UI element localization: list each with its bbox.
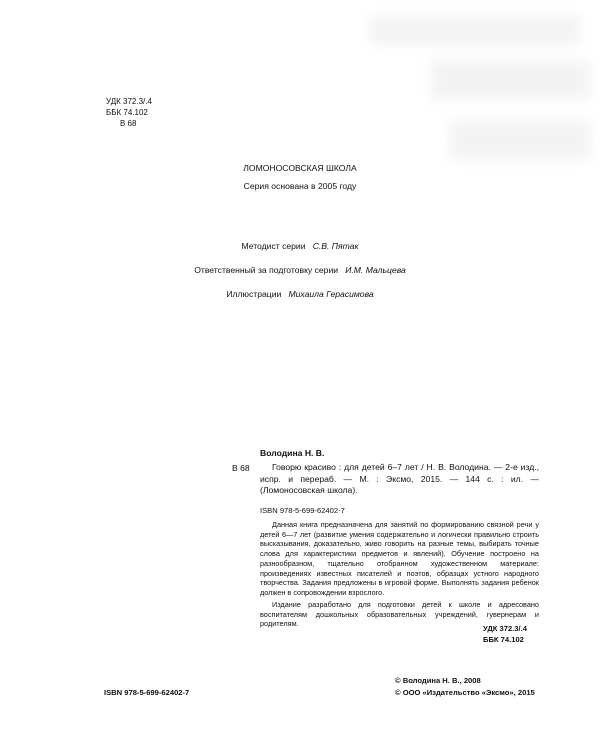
methodist-name: С.В. Пятак: [312, 241, 359, 251]
show-through-ghost: [450, 120, 590, 160]
series-founded: Серия основана в 2005 году: [243, 181, 357, 191]
catalog-udk: УДК 372.3/.4: [483, 624, 527, 633]
show-through-ghost: [370, 15, 580, 45]
illustrations-label: Иллюстрации: [226, 289, 282, 299]
bbk-code: ББК 74.102: [106, 108, 148, 117]
catalog-bbk: ББК 74.102: [483, 635, 524, 644]
copyright-publisher: © ООО «Издательство «Эксмо», 2015: [395, 688, 535, 697]
illustrations-name: Михаила Герасимова: [288, 289, 374, 299]
catalog-author-mark: В 68: [232, 463, 250, 473]
catalog-annotation-2: Издание разработано для подготовки детей к школе и адресовано воспитателям дошкольных образовательных учреждений, гувернерам и родителям.: [260, 600, 539, 629]
footer-isbn: ISBN 978-5-699-62402-7: [104, 688, 190, 697]
author-mark: В 68: [120, 119, 137, 128]
responsible-name: И.М. Мальцева: [345, 265, 406, 275]
catalog-annotation-1: Данная книга предназначена для занятий по формированию связной речи у детей 6—7 лет (развитие умения содержательно и логически правильно строить высказывания, доказательно, живо говорить на разные темы, выбирать точные слова для характеристики предметов и явлений). Обучение построено на разнообразном, тщательно отобранном художественном материале: произведениях известных писателей и поэтов, образцах устного народного творчества. Задания предложены в игровой форме. Выполнять задания ребенок должен в сопровождении взрослого.: [260, 520, 539, 597]
illustrations-credit: [0, 289, 600, 299]
responsible-credit: [0, 265, 600, 275]
udk-code: УДК 372.3/.4: [106, 97, 152, 106]
responsible-label: Ответственный за подготовку серии: [194, 265, 339, 275]
catalog-author-heading: Володина Н. В.: [260, 448, 325, 458]
series-name: ЛОМОНОСОВСКАЯ ШКОЛА: [243, 163, 357, 173]
show-through-ghost: [430, 60, 590, 100]
methodist-label: Методист серии: [241, 241, 306, 251]
methodist-credit: [0, 241, 600, 251]
copyright-author: © Володина Н. В., 2008: [395, 676, 481, 685]
catalog-isbn: ISBN 978-5-699-62402-7: [260, 506, 345, 515]
catalog-description: Говорю красиво : для детей 6–7 лет / Н. В. Володина. — 2-е изд., испр. и перераб. — М. : Эксмо, 2015. — 144 с. : ил. — (Ломоносовская школа).: [260, 462, 539, 495]
